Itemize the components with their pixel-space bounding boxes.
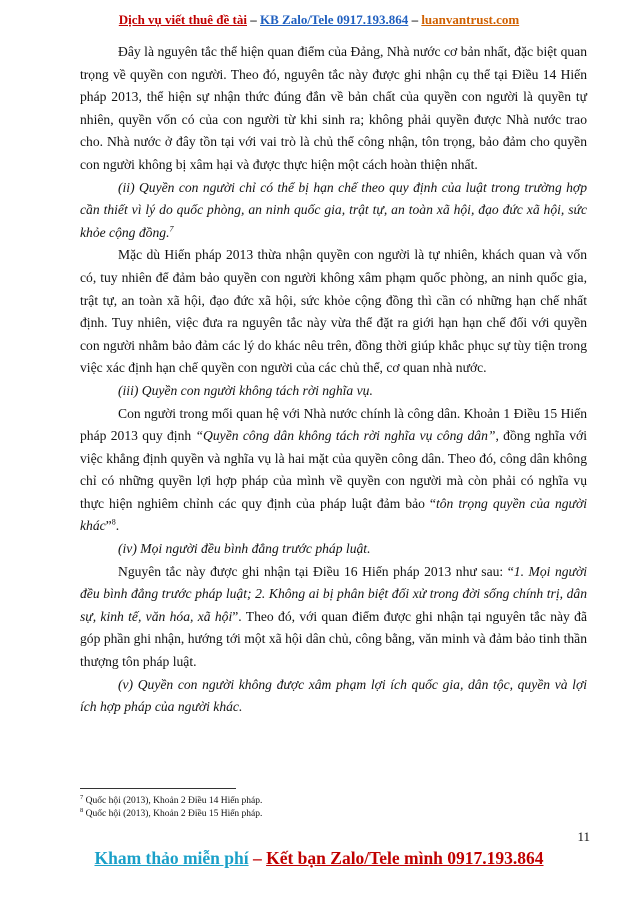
header-separator: – xyxy=(247,12,260,27)
footnotes xyxy=(80,795,580,821)
page-number: 11 xyxy=(577,829,590,844)
paragraph: Đây là nguyên tắc thể hiện quan điểm của Đảng, Nhà nước cơ bản nhất, đặc biệt quan trọng về quyền con người. Theo đó, nguyên tắc này được ghi nhận cụ thể tại Điều 14 Hiến pháp 2013, thể hiện sự nhận thức đúng đắn về bản chất của quyền con người là quyền tự nhiên, quyền vốn có của con người từ khi sinh ra; không phải quyền được Nhà nước trao cho. Nhà nước ở đây tồn tại với vai trò là chủ thể công nhận, tôn trọng, bảo đảm cho quyền con người không bị xâm hại và được thực hiện một cách hoàn thiện nhất. xyxy=(80,44,587,172)
footnote-divider xyxy=(80,788,236,789)
quoted-text: “Quyền công dân không tách rời nghĩa vụ công dân” xyxy=(195,428,496,444)
page-footer xyxy=(0,848,638,869)
principle-heading xyxy=(80,177,587,245)
footer-separator: – xyxy=(248,848,267,868)
paragraph xyxy=(80,561,587,674)
quoted-text: tôn trọng quyền của người khác xyxy=(80,495,587,534)
footnote xyxy=(80,795,580,808)
quoted-text: 1. Mọi người đều bình đẳng trước pháp luật; 2. Không ai bị phân biệt đối xử trong đời sống chính trị, dân sự, kinh tế, văn hóa, xã hội xyxy=(80,563,587,624)
principle-heading: (iii) Quyền con người không tách rời nghĩa vụ. xyxy=(118,382,373,398)
document-body xyxy=(80,41,587,719)
paragraph: Mặc dù Hiến pháp 2013 thừa nhận quyền con người là tự nhiên, khách quan và vốn có, tuy nhiên để đảm bảo quyền con người không xâm phạm quốc phòng, an ninh quốc gia, trật tự, an toàn xã hội, đạo đức xã hội, sức khỏe cộng đồng thì cần có những hạn chế nhất định. Tuy nhiên, việc đưa ra nguyên tắc này vừa thể đặt ra giới hạn hạn chế đối với quyền con người nhằm bảo đảm các lý do khác nêu trên, đồng thời giúp khắc phục sự tùy tiện trong việc xác định hạn chế quyền con người của các chủ thể, cơ quan nhà nước. xyxy=(80,247,587,376)
paragraph-text: Nguyên tắc này được ghi nhận tại Điều 16 Hiến pháp 2013 như sau: “ xyxy=(118,563,514,579)
footnote-text: Quốc hội (2013), Khoản 2 Điều 15 Hiến pháp. xyxy=(83,809,263,819)
footnote-number: 7 xyxy=(80,793,84,801)
footnote-text: Quốc hội (2013), Khoản 2 Điều 14 Hiến pháp. xyxy=(83,796,263,806)
header-site-link[interactable]: luanvantrust.com xyxy=(421,12,520,27)
paragraph-text: . xyxy=(115,518,120,534)
principle-text: (ii) Quyền con người chỉ có thể bị hạn chế theo quy định của luật trong trường hợp cần thiết vì lý do quốc phòng, an ninh quốc gia, trật tự, an toàn xã hội, đạo đức xã hội, sức khỏe cộng đồng. xyxy=(80,179,587,240)
page-header xyxy=(0,11,638,29)
header-separator: – xyxy=(408,12,422,27)
principle-heading: (v) Quyền con người không được xâm phạm lợi ích quốc gia, dân tộc, quyền và lợi ích hợp pháp của người khác. xyxy=(80,676,587,715)
footnote xyxy=(80,808,580,821)
footnote-ref[interactable]: 7 xyxy=(169,224,174,234)
footnote-number: 8 xyxy=(80,806,84,814)
principle-heading: (iv) Mọi người đều bình đẳng trước pháp luật. xyxy=(118,541,371,557)
paragraph-text: ”. Theo đó, với quan điểm được ghi nhận tại nguyên tắc này đã góp phần ghi nhận, hướng tới một xã hội dân chủ, công bằng, văn minh và đảm bảo tinh thần thượng tôn pháp luật. xyxy=(80,608,587,670)
footer-contact-link[interactable]: Kết bạn Zalo/Tele mình 0917.193.864 xyxy=(266,848,544,868)
header-service-link[interactable]: Dịch vụ viết thuê đề tài xyxy=(118,12,247,27)
footnote-ref[interactable]: 8 xyxy=(111,517,116,527)
paragraph-text: , đồng nghĩa với việc khẳng định quyền và nghĩa vụ là hai mặt của quyền công dân. Theo đó, công dân không chỉ có những quyền lợi hợp pháp của mình về quyền con người mà còn phải có nghĩa vụ thực hiện nghiêm chỉnh các quy định của pháp luật đảm bảo “ xyxy=(80,428,587,511)
paragraph xyxy=(80,403,587,539)
paragraph-text: ” xyxy=(105,518,112,534)
footer-free-reference-link[interactable]: Kham thảo miễn phí xyxy=(94,848,249,868)
paragraph-text: Con người trong mối quan hệ với Nhà nước chính là công dân. Khoản 1 Điều 15 Hiến pháp 2013 quy định xyxy=(80,405,587,444)
header-contact-link[interactable]: KB Zalo/Tele 0917.193.864 xyxy=(260,12,409,27)
